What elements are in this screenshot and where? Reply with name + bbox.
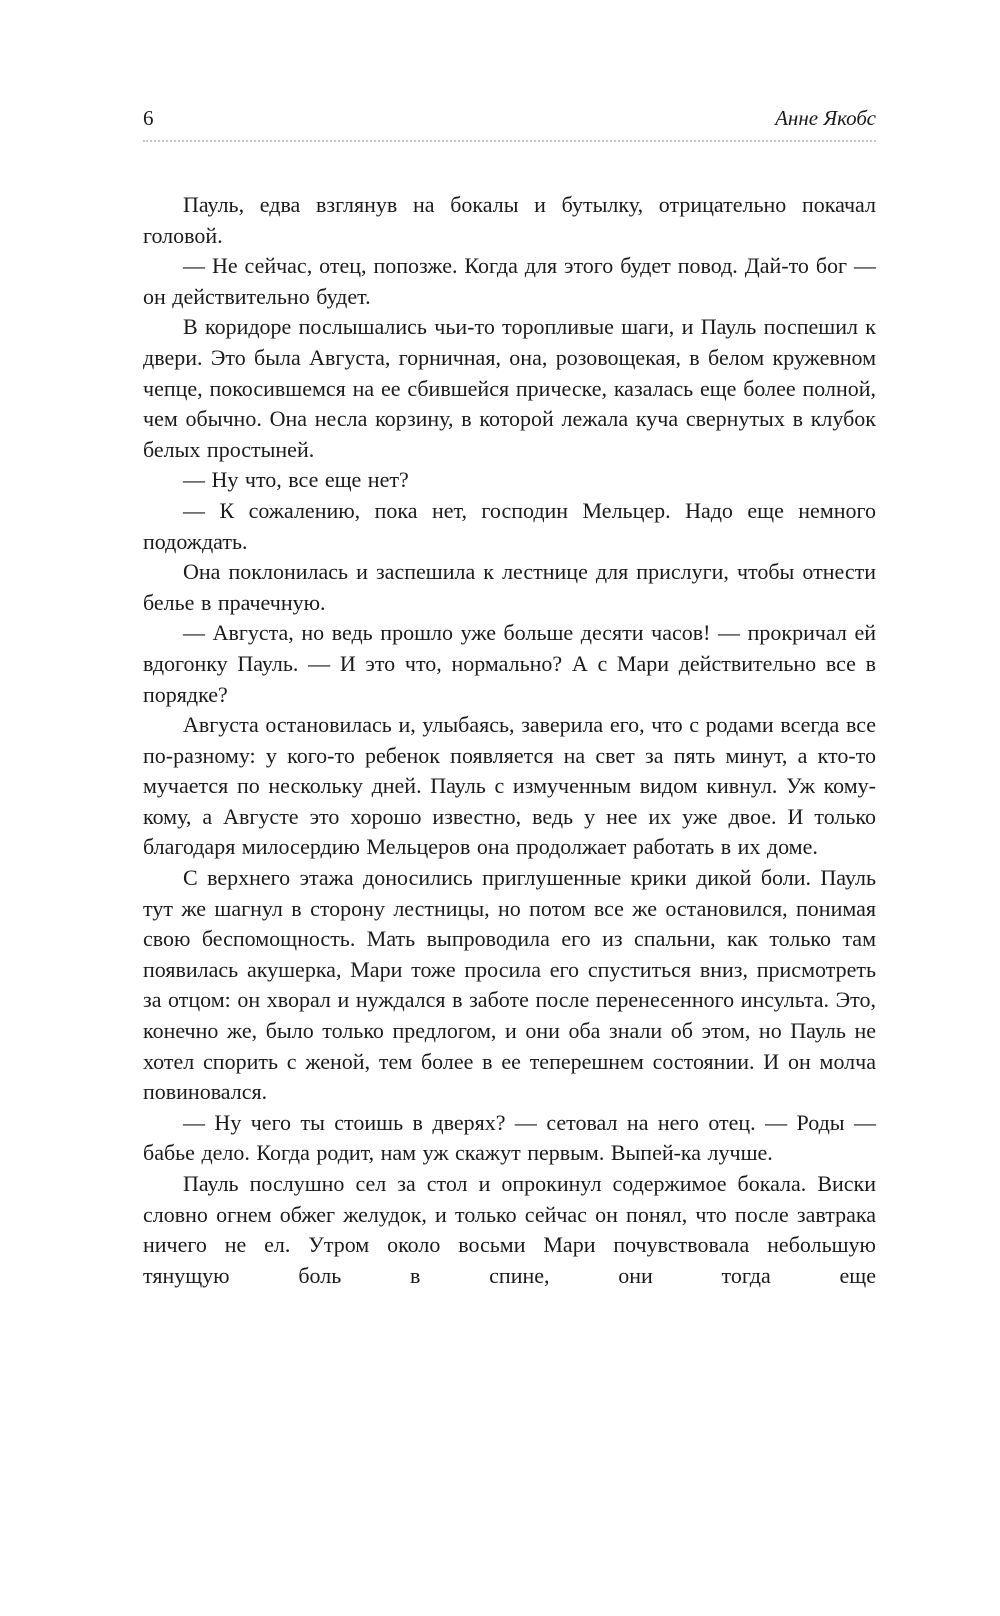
paragraph: — К сожалению, пока нет, господин Мельцер. Надо еще немного подождать. bbox=[143, 497, 876, 554]
paragraph: С верхнего этажа доносились приглушенные крики дикой боли. Пауль тут же шагнул в сторону лестницы, но потом все же остановился, понимая свою беспомощность. Мать выпроводила его из спальни, как только там появилась акушерка, Мари тоже просила его спуститься вниз, присмотреть за отцом: он хворал и нуждался в заботе после перенесенного инсульта. Это, конечно же, было только предлогом, и они оба знали об этом, но Пауль не хотел спорить с женой, тем более в ее теперешнем состоянии. И он молча повиновался. bbox=[143, 865, 876, 1105]
page-text bbox=[143, 190, 876, 1291]
running-header-author: Анне Якобс bbox=[775, 106, 876, 130]
paragraph: Пауль, едва взглянув на бокалы и бутылку, отрицательно покачал головой. bbox=[143, 192, 876, 248]
paragraph: — Ну чего ты стоишь в дверях? — сетовал на него отец. — Роды — бабье дело. Когда родит, нам уж скажут первым. Выпей-ка лучше. bbox=[143, 1109, 876, 1166]
paragraph: — Августа, но ведь прошло уже больше десяти часов! — прокричал ей вдогонку Пауль. — И это что, нормально? А с Мари действительно все в порядке? bbox=[143, 620, 876, 707]
paragraph: Она поклонилась и заспешила к лестнице для прислуги, чтобы отнести белье в прачечную. bbox=[143, 559, 876, 615]
paragraph: Пауль послушно сел за стол и опрокинул содержимое бокала. Виски словно огнем обжег желудок, и только сейчас он понял, что после завтрака ничего не ел. Утром около восьми Мари почувствовала небольшую тянущую боль в спине, они тогда еще bbox=[143, 1171, 876, 1288]
paragraph: — Не сейчас, отец, попозже. Когда для этого будет повод. Дай-то бог — он действительно будет. bbox=[143, 253, 876, 309]
paragraph: Августа остановилась и, улыбаясь, заверила его, что с родами всегда все по-разному: у кого-то ребенок появляется на свет за пять минут, а кто-то мучается по нескольку дней. Пауль с измученным видом кивнул. Уж кому-кому, а Августе это хорошо известно, ведь у нее их уже двое. И только благодаря милосердию Мельцеров она продолжает работать в их доме. bbox=[143, 712, 876, 860]
running-header bbox=[143, 106, 876, 130]
header-divider bbox=[143, 140, 876, 142]
paragraph: — Ну что, все еще нет? bbox=[183, 467, 409, 493]
page-number: 6 bbox=[143, 106, 154, 130]
paragraph: В коридоре послышались чьи-то торопливые шаги, и Пауль поспешил к двери. Это была Августа, горничная, она, розовощекая, в белом кружевном чепце, покосившемся на ее сбившейся прическе, казалась еще более полной, чем обычно. Она несла корзину, в которой лежала куча свернутых в клубок белых простыней. bbox=[143, 314, 876, 462]
